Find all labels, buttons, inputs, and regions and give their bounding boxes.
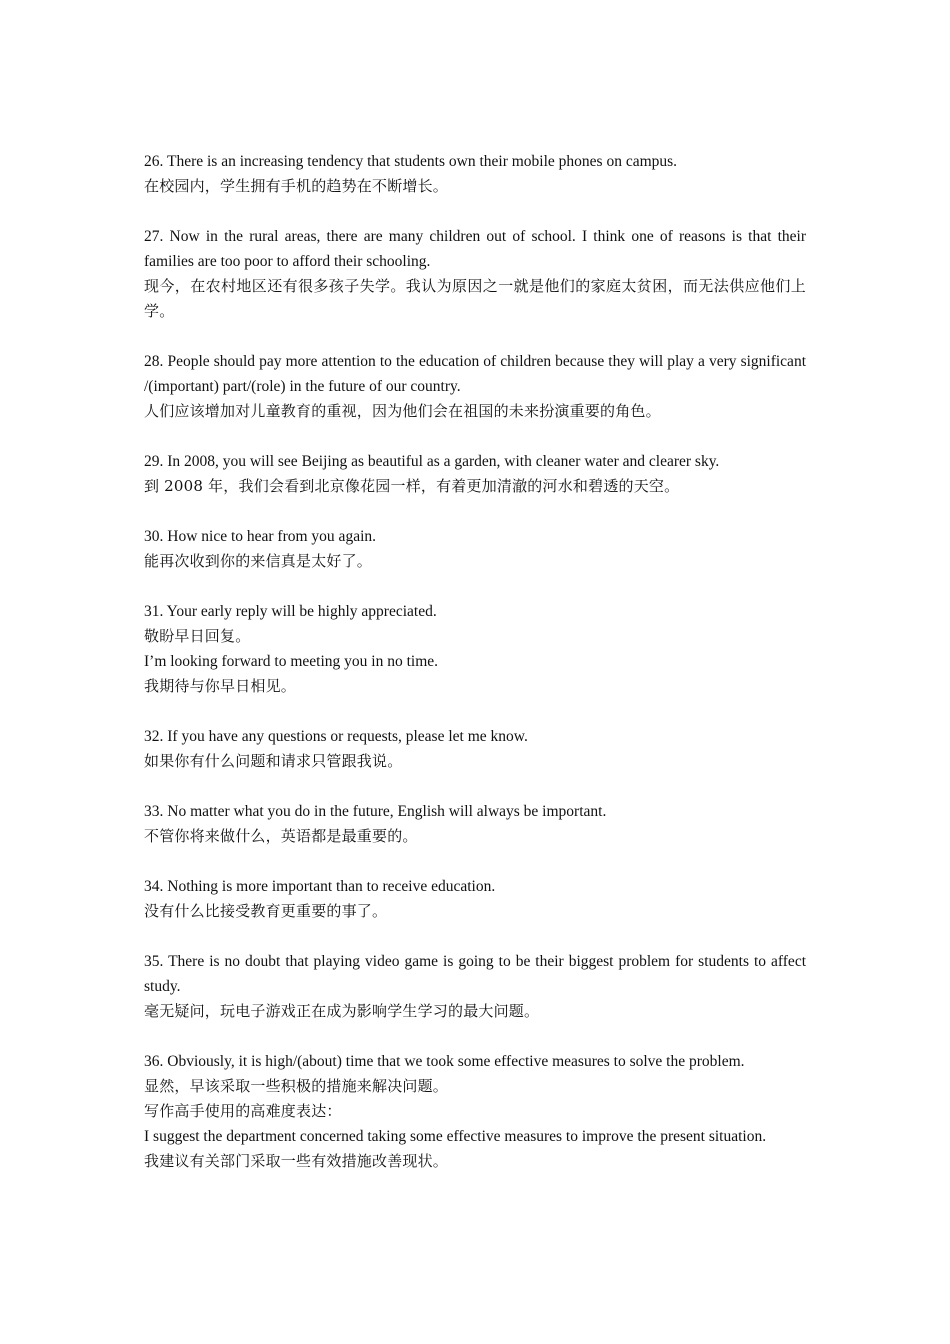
chinese-translation: 敬盼早日回复。 xyxy=(144,627,251,645)
sentence-entry xyxy=(144,949,806,1024)
chinese-translation: 现今，在农村地区还有很多孩子失学。我认为原因之一就是他们的家庭太贫困，而无法供应他们上学。 xyxy=(144,277,806,320)
sentence-entry xyxy=(144,224,806,324)
chinese-translation: 写作高手使用的高难度表达： xyxy=(144,1102,342,1120)
sentence-entry xyxy=(144,149,806,199)
sentence-entry xyxy=(144,874,806,924)
sentence-entry xyxy=(144,449,806,499)
english-sentence: 27. Now in the rural areas, there are many children out of school. I think one of reasons is that their families are too poor to afford their schooling. xyxy=(144,228,806,270)
document-page xyxy=(144,149,806,1199)
english-sentence: 33. No matter what you do in the future, English will always be important. xyxy=(144,803,607,820)
english-sentence: 28. People should pay more attention to the education of children because they will play a very significant /(important) part/(role) in the future of our country. xyxy=(144,353,806,395)
english-sentence: I suggest the department concerned taking some effective measures to improve the present situation. xyxy=(144,1128,767,1145)
english-sentence: 32. If you have any questions or requests, please let me know. xyxy=(144,728,528,745)
chinese-translation: 我期待与你早日相见。 xyxy=(144,677,297,695)
sentence-entry xyxy=(144,1049,806,1174)
chinese-translation: 到 2008 年，我们会看到北京像花园一样，有着更加清澈的河水和碧透的天空。 xyxy=(144,477,680,495)
sentence-entry xyxy=(144,724,806,774)
chinese-translation: 人们应该增加对儿童教育的重视，因为他们会在祖国的未来扮演重要的角色。 xyxy=(144,402,661,420)
english-sentence: 36. Obviously, it is high/(about) time that we took some effective measures to solve the problem. xyxy=(144,1053,745,1070)
english-sentence: I’m looking forward to meeting you in no time. xyxy=(144,653,439,670)
sentence-entry xyxy=(144,349,806,424)
sentence-entry xyxy=(144,799,806,849)
chinese-translation: 能再次收到你的来信真是太好了。 xyxy=(144,552,373,570)
english-sentence: 30. How nice to hear from you again. xyxy=(144,528,377,545)
english-sentence: 26. There is an increasing tendency that students own their mobile phones on campus. xyxy=(144,153,678,170)
chinese-translation: 毫无疑问，玩电子游戏正在成为影响学生学习的最大问题。 xyxy=(144,1002,540,1020)
english-sentence: 31. Your early reply will be highly appreciated. xyxy=(144,603,437,620)
chinese-translation: 显然，早该采取一些积极的措施来解决问题。 xyxy=(144,1077,449,1095)
chinese-translation: 如果你有什么问题和请求只管跟我说。 xyxy=(144,752,403,770)
chinese-translation: 不管你将来做什么，英语都是最重要的。 xyxy=(144,827,418,845)
chinese-translation: 没有什么比接受教育更重要的事了。 xyxy=(144,902,388,920)
chinese-translation: 我建议有关部门采取一些有效措施改善现状。 xyxy=(144,1152,449,1170)
english-sentence: 34. Nothing is more important than to receive education. xyxy=(144,878,496,895)
sentence-entry xyxy=(144,599,806,699)
chinese-translation: 在校园内，学生拥有手机的趋势在不断增长。 xyxy=(144,177,449,195)
sentence-entry xyxy=(144,524,806,574)
english-sentence: 35. There is no doubt that playing video game is going to be their biggest problem for students to affect study. xyxy=(144,953,806,995)
english-sentence: 29. In 2008, you will see Beijing as beautiful as a garden, with cleaner water and clearer sky. xyxy=(144,453,720,470)
